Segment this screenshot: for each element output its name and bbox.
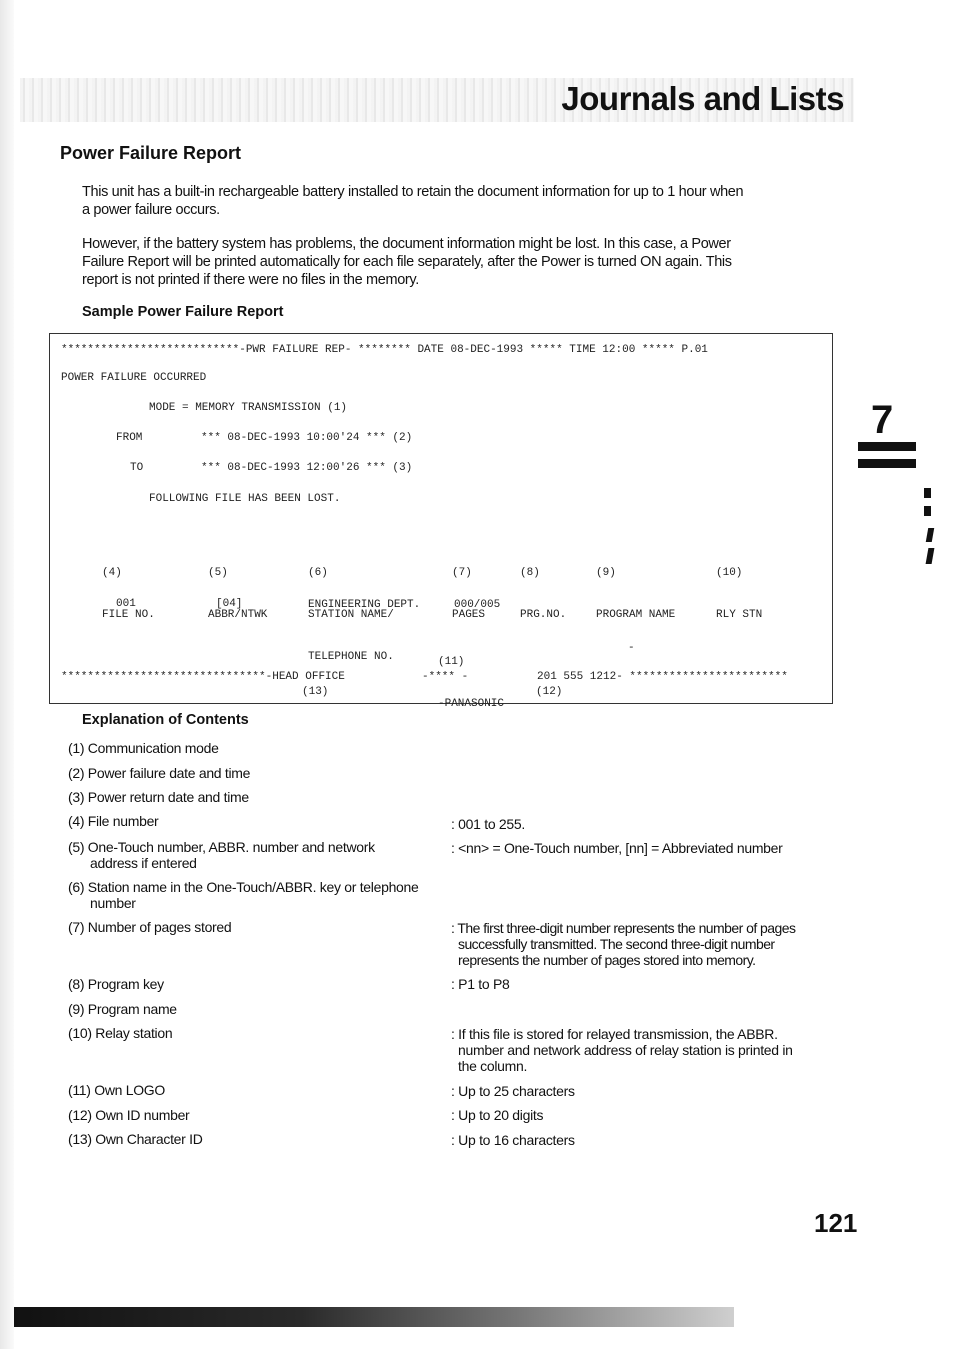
detail-line: However, if the battery system has problems, the document information might be lost. In this case, a Power bbox=[82, 236, 731, 252]
edge-mark bbox=[924, 488, 931, 498]
explanation-desc-12 bbox=[451, 1107, 831, 1123]
edge-mark bbox=[924, 506, 931, 516]
column-label: STATION NAME/ bbox=[308, 609, 394, 621]
report-station: ENGINEERING DEPT. bbox=[308, 599, 421, 611]
item-label: (3) Power return date and time bbox=[68, 789, 249, 805]
sample-report bbox=[49, 333, 833, 710]
item-description-cont: number and network address of relay station is printed in bbox=[458, 1042, 793, 1058]
item-description: : The first three-digit number represents the number of pages bbox=[451, 920, 796, 936]
item-description: : <nn> = One-Touch number, [nn] = Abbreviated number bbox=[451, 840, 783, 856]
column-label: FILE NO. bbox=[102, 609, 155, 621]
report-from-label: FROM bbox=[116, 432, 143, 444]
explanation-item-4 bbox=[68, 813, 448, 829]
column-label: TELEPHONE NO. bbox=[308, 651, 394, 663]
item-label: (1) Communication mode bbox=[68, 740, 219, 756]
explanation-desc-11 bbox=[451, 1083, 831, 1099]
item-label: (2) Power failure date and time bbox=[68, 765, 251, 781]
column-label: PAGES bbox=[452, 609, 486, 621]
item-label: (13) Own Character ID bbox=[68, 1131, 203, 1147]
report-footer-num12: (12) bbox=[536, 686, 563, 698]
column-number: (4) bbox=[102, 567, 122, 579]
report-column-prg-no bbox=[520, 538, 566, 650]
item-description-cont: represents the number of pages stored into memory. bbox=[458, 952, 756, 968]
item-label-cont: number bbox=[90, 895, 136, 911]
explanation-item-2 bbox=[68, 765, 448, 781]
column-number: (10) bbox=[716, 567, 743, 579]
report-abbr: [04] bbox=[216, 598, 243, 610]
item-label: (11) Own LOGO bbox=[68, 1082, 165, 1098]
item-label: (7) Number of pages stored bbox=[68, 919, 232, 935]
report-logo-dash: - bbox=[628, 642, 635, 654]
report-footer-left: *******************************-HEAD OFFICE bbox=[61, 671, 345, 683]
sample-heading: Sample Power Failure Report bbox=[82, 304, 284, 320]
item-description: : Up to 20 digits bbox=[451, 1107, 544, 1123]
explanation-item-3 bbox=[68, 789, 448, 805]
explanation-item-13 bbox=[68, 1131, 448, 1147]
item-description-cont: successfully transmitted. The second three-digit number bbox=[458, 936, 775, 952]
explanation-desc-7 bbox=[451, 920, 831, 968]
chapter-bar bbox=[858, 459, 916, 468]
report-mode: MODE = MEMORY TRANSMISSION (1) bbox=[149, 402, 348, 414]
report-lost: FOLLOWING FILE HAS BEEN LOST. bbox=[149, 493, 341, 505]
item-label: (10) Relay station bbox=[68, 1025, 173, 1041]
detail-line: report is not printed if there were no files in the memory. bbox=[82, 272, 419, 288]
report-column-abbr bbox=[208, 538, 267, 650]
edge-mark bbox=[926, 548, 935, 564]
explanation-item-7 bbox=[68, 919, 448, 935]
chapter-number: 7 bbox=[871, 398, 894, 442]
item-label-cont: address if entered bbox=[90, 855, 197, 871]
explanation-desc-5 bbox=[451, 840, 831, 856]
column-number: (8) bbox=[520, 567, 540, 579]
explanation-item-5 bbox=[68, 839, 448, 871]
explanation-desc-4 bbox=[451, 816, 831, 832]
item-description-cont: the column. bbox=[458, 1058, 528, 1074]
explanation-item-12 bbox=[68, 1107, 448, 1123]
item-description: : If this file is stored for relayed transmission, the ABBR. bbox=[451, 1026, 778, 1042]
explanation-item-8 bbox=[68, 976, 448, 992]
edge-mark bbox=[926, 528, 934, 542]
intro-paragraph bbox=[82, 183, 830, 219]
report-column-station bbox=[308, 538, 394, 692]
item-description: : Up to 16 characters bbox=[451, 1132, 575, 1148]
report-column-file-no bbox=[102, 538, 155, 650]
explanation-desc-13 bbox=[451, 1132, 831, 1148]
intro-line: a power failure occurs. bbox=[82, 202, 220, 218]
report-header-line: ***************************-PWR FAILURE REP- ******** DATE 08-DEC-1993 ***** TIME 12:00 ***** P.01 bbox=[61, 344, 708, 356]
report-from-value: *** 08-DEC-1993 10:00'24 *** (2) bbox=[201, 432, 413, 444]
column-number: (7) bbox=[452, 567, 472, 579]
report-footer-num13: (13) bbox=[302, 686, 329, 698]
report-to-value: *** 08-DEC-1993 12:00'26 *** (3) bbox=[201, 462, 413, 474]
explanation-item-6 bbox=[68, 879, 448, 911]
column-number: (6) bbox=[308, 567, 328, 579]
page-number: 121 bbox=[814, 1208, 858, 1238]
explanation-desc-8 bbox=[451, 976, 831, 992]
logo-text: -PANASONIC bbox=[438, 698, 505, 710]
explanation-desc-10 bbox=[451, 1026, 831, 1074]
report-column-relay bbox=[716, 538, 762, 650]
column-label: RLY STN bbox=[716, 609, 763, 621]
section-title: Power Failure Report bbox=[60, 143, 242, 163]
intro-line: This unit has a built-in rechargeable battery installed to retain the document information for up to 1 hour when bbox=[82, 184, 744, 200]
item-label: (6) Station name in the One-Touch/ABBR. key or telephone bbox=[68, 879, 419, 895]
explanation-item-10 bbox=[68, 1025, 448, 1041]
bottom-band bbox=[14, 1307, 734, 1327]
report-to-label: TO bbox=[130, 462, 144, 474]
column-label: PRG.NO. bbox=[520, 609, 567, 621]
explanation-item-1 bbox=[68, 740, 448, 756]
report-column-program-name bbox=[596, 538, 675, 650]
logo-number: (11) bbox=[438, 656, 465, 668]
item-label: (8) Program key bbox=[68, 976, 164, 992]
report-file-no: 001 bbox=[116, 598, 136, 610]
item-description: : 001 to 255. bbox=[451, 816, 525, 832]
report-occurred: POWER FAILURE OCCURRED bbox=[61, 372, 207, 384]
detail-paragraph bbox=[82, 235, 830, 289]
column-label: ABBR/NTWK bbox=[208, 609, 268, 621]
item-label: (5) One-Touch number, ABBR. number and network bbox=[68, 839, 375, 855]
report-footer-mid: -**** - bbox=[422, 671, 469, 683]
item-description: : Up to 25 characters bbox=[451, 1083, 575, 1099]
explanation-heading: Explanation of Contents bbox=[82, 712, 249, 728]
report-footer-right: 201 555 1212- ************************ bbox=[537, 671, 788, 683]
chapter-bar bbox=[858, 442, 916, 451]
item-label: (9) Program name bbox=[68, 1001, 177, 1017]
item-label: (12) Own ID number bbox=[68, 1107, 190, 1123]
detail-line: Failure Report will be printed automatically for each file separately, after the Power is turned ON again. This bbox=[82, 254, 732, 270]
column-number: (9) bbox=[596, 567, 616, 579]
explanation-item-9 bbox=[68, 1001, 448, 1017]
page-title: Journals and Lists bbox=[561, 80, 844, 117]
item-description: : P1 to P8 bbox=[451, 976, 510, 992]
item-label: (4) File number bbox=[68, 813, 159, 829]
explanation-item-11 bbox=[68, 1082, 448, 1098]
page-left-edge bbox=[0, 0, 14, 1349]
column-number: (5) bbox=[208, 567, 228, 579]
report-pages: 000/005 bbox=[454, 599, 501, 611]
column-label: PROGRAM NAME bbox=[596, 609, 676, 621]
